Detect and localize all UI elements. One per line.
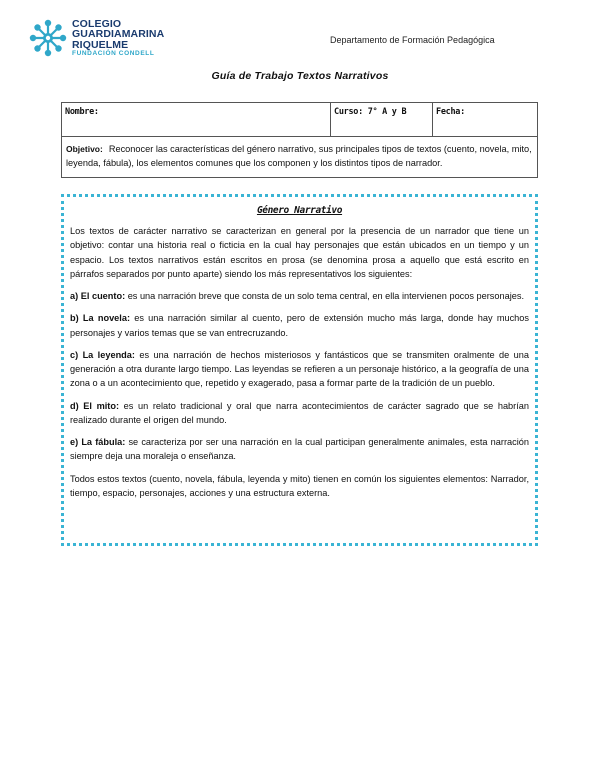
content-box (61, 194, 538, 546)
course-field (331, 103, 433, 136)
course-label: Curso: 7° A y B (334, 107, 407, 117)
name-field[interactable] (62, 103, 331, 136)
list-item (70, 435, 529, 464)
item-text: es una narración similar al cuento, pero de extensión mucho más larga, donde hay muchos personajes y varios temas que se van entrecruzando. (70, 313, 529, 338)
date-label: Fecha: (436, 107, 465, 117)
school-logo (28, 14, 178, 62)
item-text: es un relato tradicional y oral que narra acontecimientos de carácter sagrado que se habrían realizado durante el origen del mundo. (70, 400, 529, 425)
item-text: es una narración de hechos misteriosos y fantásticos que se transmiten oralmente de una generación a otra durante largo tiempo. Las leyendas se refieren a un personaje histórico, a la geografía de una zona o a un acontecimiento que, repetido y exagerado, pasa a formar parte de la tradición de un pueblo. (70, 349, 529, 389)
list-item (70, 399, 529, 428)
list-item (70, 311, 529, 340)
name-label: Nombre: (65, 107, 99, 117)
date-field[interactable] (433, 103, 537, 136)
list-item (70, 289, 529, 303)
info-row (62, 103, 537, 137)
logo-line-3: RIQUELME (72, 38, 129, 51)
section-heading: Género Narrativo (256, 205, 343, 216)
item-term: b) La novela: (70, 313, 131, 324)
logo-line-1: COLEGIO (72, 17, 122, 30)
document-title: Guía de Trabajo Textos Narrativos (211, 70, 389, 82)
student-info-table (61, 102, 538, 178)
objective-text: Reconocer las características del género narrativo, sus principales tipos de textos (cuento, novela, mito, leyenda, fábula), los elementos comunes que los componen y los distintos tipos de narrador. (66, 144, 532, 169)
item-text: se caracteriza por ser una narración en la cual participan generalmente animales, esta narración siempre deja una moraleja o enseñanza. (70, 437, 529, 462)
item-term: a) El cuento: (70, 291, 126, 301)
item-text: es una narración breve que consta de un solo tema central, en ella intervienen pocos personajes. (125, 291, 525, 301)
school-emblem-icon (28, 18, 68, 58)
logo-line-4: FUNDACIÓN CONDELL (72, 50, 155, 57)
list-item (70, 348, 529, 391)
objective-row (62, 137, 537, 177)
item-term: d) El mito: (70, 400, 120, 411)
logo-line-2: GUARDIAMARINA (72, 28, 165, 40)
closing-paragraph: Todos estos textos (cuento, novela, fábula, leyenda y mito) tienen en común los siguientes elementos: Narrador, tiempo, espacio, personajes, acciones y una estructura externa. (70, 473, 529, 498)
department-label: Departamento de Formación Pedagógica (330, 35, 495, 45)
objective-label: Objetivo: (66, 144, 103, 154)
item-term: e) La fábula: (70, 437, 126, 447)
logo-wordmark (72, 19, 164, 58)
intro-paragraph: Los textos de carácter narrativo se caracterizan en general por la presencia de un narrador que tiene un objetivo: contar una historia real o ficticia en la cual hay personajes que están ubicados en un tiempo y un espacio. Los textos narrativos están escritos en prosa (se denomina prosa a aquello que está escrito en párrafos separados por punto aparte) siendo los más representativos los siguientes: (70, 226, 529, 279)
item-term: c) La leyenda: (70, 349, 135, 360)
